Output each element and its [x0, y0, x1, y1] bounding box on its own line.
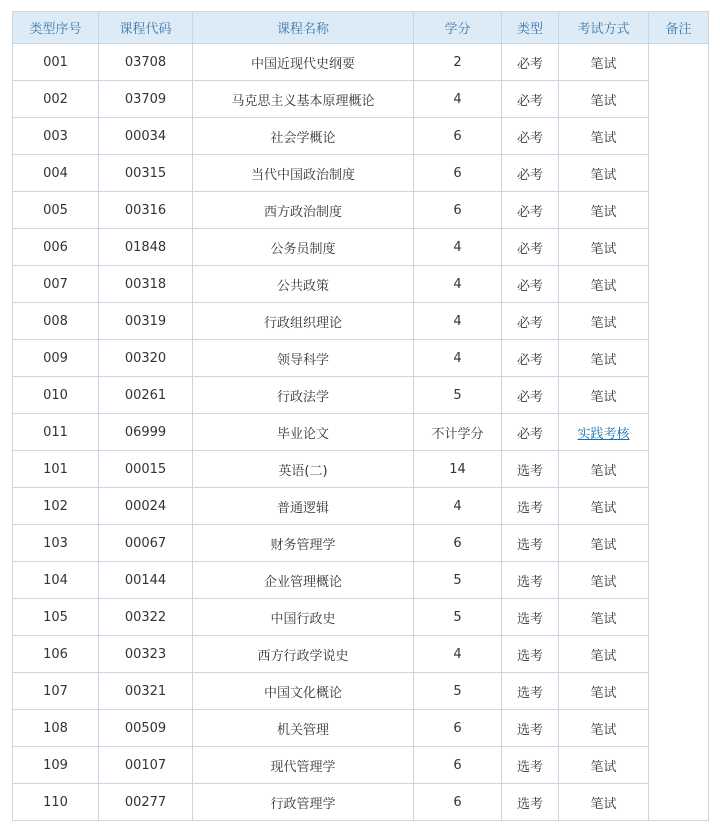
- header-course-name: 课程名称: [193, 12, 414, 44]
- course-name-cell: 行政组织理论: [193, 303, 414, 340]
- credits-cell: 4: [414, 229, 502, 266]
- credits-cell: 4: [414, 266, 502, 303]
- table-row: [13, 303, 709, 340]
- credits-cell: 14: [414, 451, 502, 488]
- course-name-cell: 财务管理学: [193, 525, 414, 562]
- credits-cell: 4: [414, 340, 502, 377]
- table-row: [13, 673, 709, 710]
- exam-method-cell: 笔试: [559, 340, 649, 377]
- course-name-cell: 普通逻辑: [193, 488, 414, 525]
- type-cell: 选考: [502, 710, 559, 747]
- course-name-cell: 行政法学: [193, 377, 414, 414]
- table-row: [13, 155, 709, 192]
- course-table: [12, 11, 709, 821]
- course-name-cell: 中国近现代史纲要: [193, 44, 414, 81]
- table-row: [13, 44, 709, 81]
- exam-method-cell: 笔试: [559, 192, 649, 229]
- course-name-cell: 英语(二): [193, 451, 414, 488]
- remarks-cell: [649, 44, 709, 821]
- exam-method-cell: 笔试: [559, 525, 649, 562]
- type-cell: 选考: [502, 562, 559, 599]
- course-name-cell: 西方行政学说史: [193, 636, 414, 673]
- credits-cell: 5: [414, 377, 502, 414]
- type-cell: 选考: [502, 673, 559, 710]
- credits-cell: 4: [414, 488, 502, 525]
- course-code-cell: 00067: [99, 525, 193, 562]
- type-seq-cell: 101: [13, 451, 99, 488]
- course-name-cell: 社会学概论: [193, 118, 414, 155]
- exam-method-cell: 笔试: [559, 599, 649, 636]
- header-type: 类型: [502, 12, 559, 44]
- table-row: [13, 414, 709, 451]
- exam-method-cell: 笔试: [559, 377, 649, 414]
- type-seq-cell: 110: [13, 784, 99, 821]
- course-code-cell: 00509: [99, 710, 193, 747]
- type-cell: 选考: [502, 784, 559, 821]
- type-cell: 必考: [502, 192, 559, 229]
- credits-cell: 5: [414, 599, 502, 636]
- course-code-cell: 00321: [99, 673, 193, 710]
- header-type-seq: 类型序号: [13, 12, 99, 44]
- table-row: [13, 451, 709, 488]
- course-code-cell: 00323: [99, 636, 193, 673]
- course-code-cell: 03709: [99, 81, 193, 118]
- credits-cell: 6: [414, 155, 502, 192]
- credits-cell: 不计学分: [414, 414, 502, 451]
- table-row: [13, 784, 709, 821]
- exam-method-cell: 笔试: [559, 451, 649, 488]
- credits-cell: 5: [414, 673, 502, 710]
- course-name-cell: 公务员制度: [193, 229, 414, 266]
- type-cell: 必考: [502, 340, 559, 377]
- type-cell: 必考: [502, 414, 559, 451]
- exam-method-cell: 笔试: [559, 81, 649, 118]
- type-seq-cell: 010: [13, 377, 99, 414]
- header-credits: 学分: [414, 12, 502, 44]
- table-row: [13, 525, 709, 562]
- type-cell: 选考: [502, 488, 559, 525]
- header-exam-method: 考试方式: [559, 12, 649, 44]
- type-seq-cell: 002: [13, 81, 99, 118]
- course-name-cell: 企业管理概论: [193, 562, 414, 599]
- course-name-cell: 行政管理学: [193, 784, 414, 821]
- exam-method-cell: 笔试: [559, 155, 649, 192]
- exam-method-cell: 笔试: [559, 44, 649, 81]
- table-row: [13, 747, 709, 784]
- type-seq-cell: 003: [13, 118, 99, 155]
- type-cell: 必考: [502, 81, 559, 118]
- table-row: [13, 599, 709, 636]
- table-row: [13, 636, 709, 673]
- course-code-cell: 00316: [99, 192, 193, 229]
- credits-cell: 2: [414, 44, 502, 81]
- type-cell: 必考: [502, 303, 559, 340]
- credits-cell: 4: [414, 303, 502, 340]
- type-seq-cell: 106: [13, 636, 99, 673]
- table-row: [13, 229, 709, 266]
- course-name-cell: 马克思主义基本原理概论: [193, 81, 414, 118]
- type-cell: 必考: [502, 155, 559, 192]
- course-code-cell: 00107: [99, 747, 193, 784]
- credits-cell: 6: [414, 784, 502, 821]
- type-seq-cell: 103: [13, 525, 99, 562]
- exam-method-cell: 笔试: [559, 266, 649, 303]
- course-code-cell: 00322: [99, 599, 193, 636]
- course-code-cell: 00315: [99, 155, 193, 192]
- exam-method-cell: 笔试: [559, 747, 649, 784]
- exam-method-cell: 笔试: [559, 118, 649, 155]
- type-seq-cell: 004: [13, 155, 99, 192]
- course-name-cell: 公共政策: [193, 266, 414, 303]
- course-code-cell: 00144: [99, 562, 193, 599]
- table-row: [13, 266, 709, 303]
- exam-method-cell: 笔试: [559, 784, 649, 821]
- table-row: [13, 118, 709, 155]
- type-seq-cell: 011: [13, 414, 99, 451]
- type-cell: 必考: [502, 229, 559, 266]
- course-name-cell: 领导科学: [193, 340, 414, 377]
- header-course-code: 课程代码: [99, 12, 193, 44]
- type-seq-cell: 009: [13, 340, 99, 377]
- course-code-cell: 00261: [99, 377, 193, 414]
- type-cell: 选考: [502, 599, 559, 636]
- type-seq-cell: 109: [13, 747, 99, 784]
- type-cell: 必考: [502, 266, 559, 303]
- type-cell: 选考: [502, 451, 559, 488]
- type-cell: 必考: [502, 118, 559, 155]
- table-row: [13, 562, 709, 599]
- type-seq-cell: 107: [13, 673, 99, 710]
- exam-method-cell: 笔试: [559, 488, 649, 525]
- exam-method-link[interactable]: 实践考核: [577, 426, 630, 442]
- course-code-cell: 01848: [99, 229, 193, 266]
- course-code-cell: 00320: [99, 340, 193, 377]
- exam-method-cell: 笔试: [559, 673, 649, 710]
- course-name-cell: 当代中国政治制度: [193, 155, 414, 192]
- type-seq-cell: 105: [13, 599, 99, 636]
- credits-cell: 6: [414, 525, 502, 562]
- credits-cell: 4: [414, 636, 502, 673]
- exam-method-cell: [559, 414, 649, 451]
- course-code-cell: 06999: [99, 414, 193, 451]
- course-code-cell: 00318: [99, 266, 193, 303]
- course-code-cell: 03708: [99, 44, 193, 81]
- course-name-cell: 现代管理学: [193, 747, 414, 784]
- course-code-cell: 00015: [99, 451, 193, 488]
- exam-method-cell: 笔试: [559, 636, 649, 673]
- exam-method-cell: 笔试: [559, 562, 649, 599]
- type-seq-cell: 006: [13, 229, 99, 266]
- course-code-cell: 00319: [99, 303, 193, 340]
- course-code-cell: 00034: [99, 118, 193, 155]
- table-header-row: [13, 12, 709, 44]
- header-remarks: 备注: [649, 12, 709, 44]
- table-row: [13, 81, 709, 118]
- course-name-cell: 中国文化概论: [193, 673, 414, 710]
- type-cell: 必考: [502, 44, 559, 81]
- course-code-cell: 00277: [99, 784, 193, 821]
- type-cell: 必考: [502, 377, 559, 414]
- course-name-cell: 西方政治制度: [193, 192, 414, 229]
- exam-method-cell: 笔试: [559, 229, 649, 266]
- type-seq-cell: 102: [13, 488, 99, 525]
- type-seq-cell: 001: [13, 44, 99, 81]
- course-name-cell: 机关管理: [193, 710, 414, 747]
- type-seq-cell: 007: [13, 266, 99, 303]
- credits-cell: 4: [414, 81, 502, 118]
- table-row: [13, 377, 709, 414]
- course-name-cell: 毕业论文: [193, 414, 414, 451]
- table-body: [13, 44, 709, 821]
- table-row: [13, 340, 709, 377]
- table-row: [13, 488, 709, 525]
- type-seq-cell: 108: [13, 710, 99, 747]
- course-table-container: [12, 11, 708, 821]
- type-seq-cell: 005: [13, 192, 99, 229]
- credits-cell: 6: [414, 192, 502, 229]
- credits-cell: 6: [414, 710, 502, 747]
- type-seq-cell: 008: [13, 303, 99, 340]
- course-code-cell: 00024: [99, 488, 193, 525]
- course-name-cell: 中国行政史: [193, 599, 414, 636]
- exam-method-cell: 笔试: [559, 710, 649, 747]
- credits-cell: 6: [414, 747, 502, 784]
- type-seq-cell: 104: [13, 562, 99, 599]
- table-row: [13, 710, 709, 747]
- type-cell: 选考: [502, 636, 559, 673]
- type-cell: 选考: [502, 747, 559, 784]
- credits-cell: 5: [414, 562, 502, 599]
- table-row: [13, 192, 709, 229]
- type-cell: 选考: [502, 525, 559, 562]
- exam-method-cell: 笔试: [559, 303, 649, 340]
- credits-cell: 6: [414, 118, 502, 155]
